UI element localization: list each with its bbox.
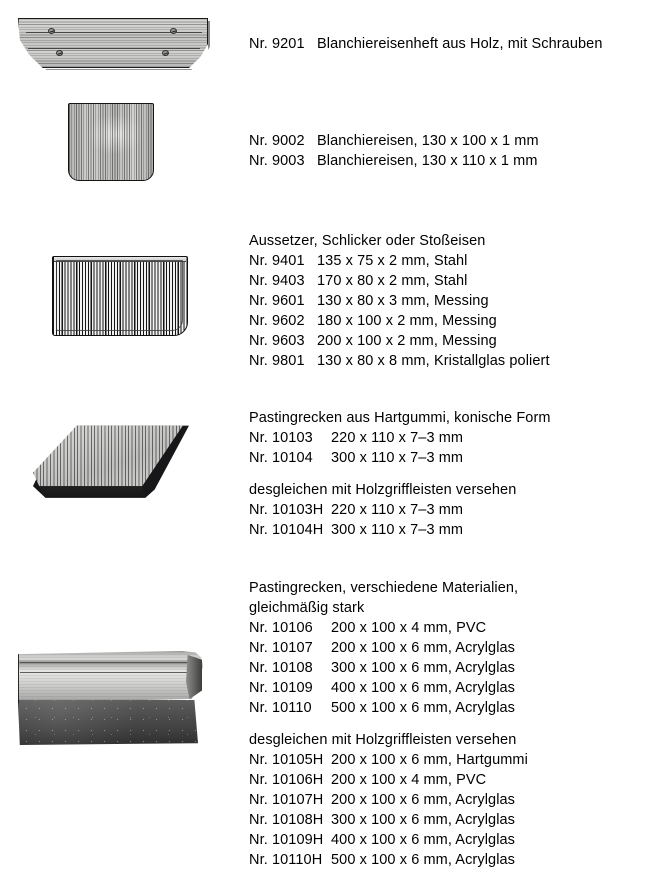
- article-number: Nr. 10109: [249, 680, 313, 696]
- article-number: Nr. 10104H: [249, 522, 324, 538]
- listing-row: [249, 448, 551, 468]
- article-number: Nr. 10109H: [249, 832, 324, 848]
- listing-row: [249, 790, 528, 810]
- listing-row: [249, 658, 528, 678]
- block-heading: Aussetzer, Schlicker oder Stoßeisen: [249, 233, 486, 249]
- article-description: Blanchiereisen, 130 x 100 x 1 mm: [317, 133, 539, 149]
- block-subheading: desgleichen mit Holzgriffleisten versehen: [249, 732, 517, 748]
- article-description: 300 x 100 x 6 mm, Acrylglas: [331, 660, 516, 676]
- listing-row: [249, 750, 528, 770]
- listing-row: [249, 34, 603, 54]
- listing-row: [249, 638, 528, 658]
- listing-row: [249, 810, 528, 830]
- article-description: 220 x 110 x 7–3 mm: [331, 502, 464, 518]
- listing-row: [249, 850, 528, 870]
- listing-row: [249, 331, 550, 351]
- screw-icon: [170, 28, 177, 34]
- article-description: 300 x 110 x 7–3 mm: [331, 522, 464, 538]
- block-heading-second-line: gleichmäßig stark: [249, 600, 365, 616]
- blanchiereisen-figure: [68, 103, 154, 181]
- article-description: 300 x 100 x 6 mm, Acrylglas: [331, 812, 516, 828]
- block-spacer: [249, 718, 528, 730]
- listing-block-heft: [249, 34, 603, 54]
- listing-block-pastingrecken-hartgummi: [249, 408, 551, 540]
- article-number: Nr. 10106H: [249, 772, 324, 788]
- article-description: 500 x 100 x 6 mm, Acrylglas: [331, 700, 516, 716]
- block-spacer: [249, 468, 551, 480]
- listing-block-blanchiereisen: [249, 131, 539, 171]
- article-number: Nr. 9003: [249, 153, 305, 169]
- block-heading: Pastingrecken aus Hartgummi, konische Form: [249, 410, 551, 426]
- listing-row: [249, 698, 528, 718]
- listing-row: [249, 678, 528, 698]
- article-number: Nr. 9601: [249, 293, 305, 309]
- article-description: 200 x 100 x 6 mm, Acrylglas: [331, 792, 516, 808]
- handle-ridge-middle: [20, 672, 190, 673]
- listing-block-aussetzer: [249, 231, 550, 371]
- article-number: Nr. 10110: [249, 700, 312, 716]
- article-description: 135 x 75 x 2 mm, Stahl: [317, 253, 468, 269]
- article-number: Nr. 10104: [249, 450, 313, 466]
- squeegee-blade-texture: [18, 700, 197, 745]
- article-number: Nr. 10107: [249, 640, 313, 656]
- article-description: 170 x 80 x 2 mm, Stahl: [317, 273, 468, 289]
- article-description: 200 x 100 x 2 mm, Messing: [317, 333, 497, 349]
- listing-row: [249, 311, 550, 331]
- article-number: Nr. 9401: [249, 253, 305, 269]
- article-description: 180 x 100 x 2 mm, Messing: [317, 313, 497, 329]
- article-description: 400 x 100 x 6 mm, Acrylglas: [331, 832, 516, 848]
- article-number: Nr. 10103: [249, 430, 313, 446]
- article-number: Nr. 10107H: [249, 792, 324, 808]
- wooden-handle-figure: [18, 18, 208, 80]
- listing-row: [249, 131, 539, 151]
- article-number: Nr. 9201: [249, 36, 305, 52]
- article-number: Nr. 10110H: [249, 852, 323, 868]
- screw-icon: [162, 50, 169, 56]
- handle-ridge-upper: [20, 662, 188, 663]
- pastingrecke-konisch-figure: [33, 424, 189, 508]
- article-number: Nr. 10108: [249, 660, 313, 676]
- listing-block-pastingrecken-materialien: [249, 578, 528, 870]
- handle-groove-lower: [28, 48, 200, 49]
- listing-row: [249, 830, 528, 850]
- block-subheading: desgleichen mit Holzgriffleisten versehen: [249, 482, 517, 498]
- squeegee-wooden-handle: [18, 651, 203, 703]
- article-number: Nr. 10105H: [249, 752, 324, 768]
- listing-row: [249, 520, 551, 540]
- listing-row: [249, 291, 550, 311]
- metal-plate-body: [68, 103, 154, 181]
- article-description: 200 x 100 x 4 mm, PVC: [331, 772, 487, 788]
- screw-icon: [48, 28, 55, 34]
- listing-row: [249, 500, 551, 520]
- article-description: 200 x 100 x 6 mm, Acrylglas: [331, 640, 516, 656]
- listing-row: [249, 271, 550, 291]
- article-number: Nr. 10106: [249, 620, 313, 636]
- article-description: 200 x 100 x 6 mm, Hartgummi: [331, 752, 528, 768]
- pastingrecke-holzgriff-figure: [18, 651, 202, 747]
- article-description: 130 x 80 x 8 mm, Kristallglas poliert: [317, 353, 550, 369]
- article-description: 500 x 100 x 6 mm, Acrylglas: [331, 852, 516, 868]
- article-description: 130 x 80 x 3 mm, Messing: [317, 293, 489, 309]
- article-number: Nr. 9602: [249, 313, 305, 329]
- listing-row: [249, 151, 539, 171]
- article-number: Nr. 9002: [249, 133, 305, 149]
- article-number: Nr. 9603: [249, 333, 305, 349]
- article-description: 300 x 110 x 7–3 mm: [331, 450, 464, 466]
- listing-row: [249, 770, 528, 790]
- article-number: Nr. 10108H: [249, 812, 324, 828]
- striped-plate-inner-border: [56, 260, 183, 331]
- article-number: Nr. 9801: [249, 353, 305, 369]
- article-description: 220 x 110 x 7–3 mm: [331, 430, 464, 446]
- listing-row: [249, 428, 551, 448]
- article-description: 200 x 100 x 4 mm, PVC: [331, 620, 487, 636]
- article-description: Blanchiereisenheft aus Holz, mit Schrauben: [317, 36, 603, 52]
- listing-row: [249, 251, 550, 271]
- article-number: Nr. 9403: [249, 273, 305, 289]
- listing-row: [249, 351, 550, 371]
- screw-icon: [56, 50, 63, 56]
- article-description: 400 x 100 x 6 mm, Acrylglas: [331, 680, 516, 696]
- article-number: Nr. 10103H: [249, 502, 324, 518]
- listing-row: [249, 618, 528, 638]
- aussetzer-figure: [52, 256, 188, 336]
- article-description: Blanchiereisen, 130 x 110 x 1 mm: [317, 153, 538, 169]
- block-heading: Pastingrecken, verschiedene Materialien,: [249, 580, 519, 596]
